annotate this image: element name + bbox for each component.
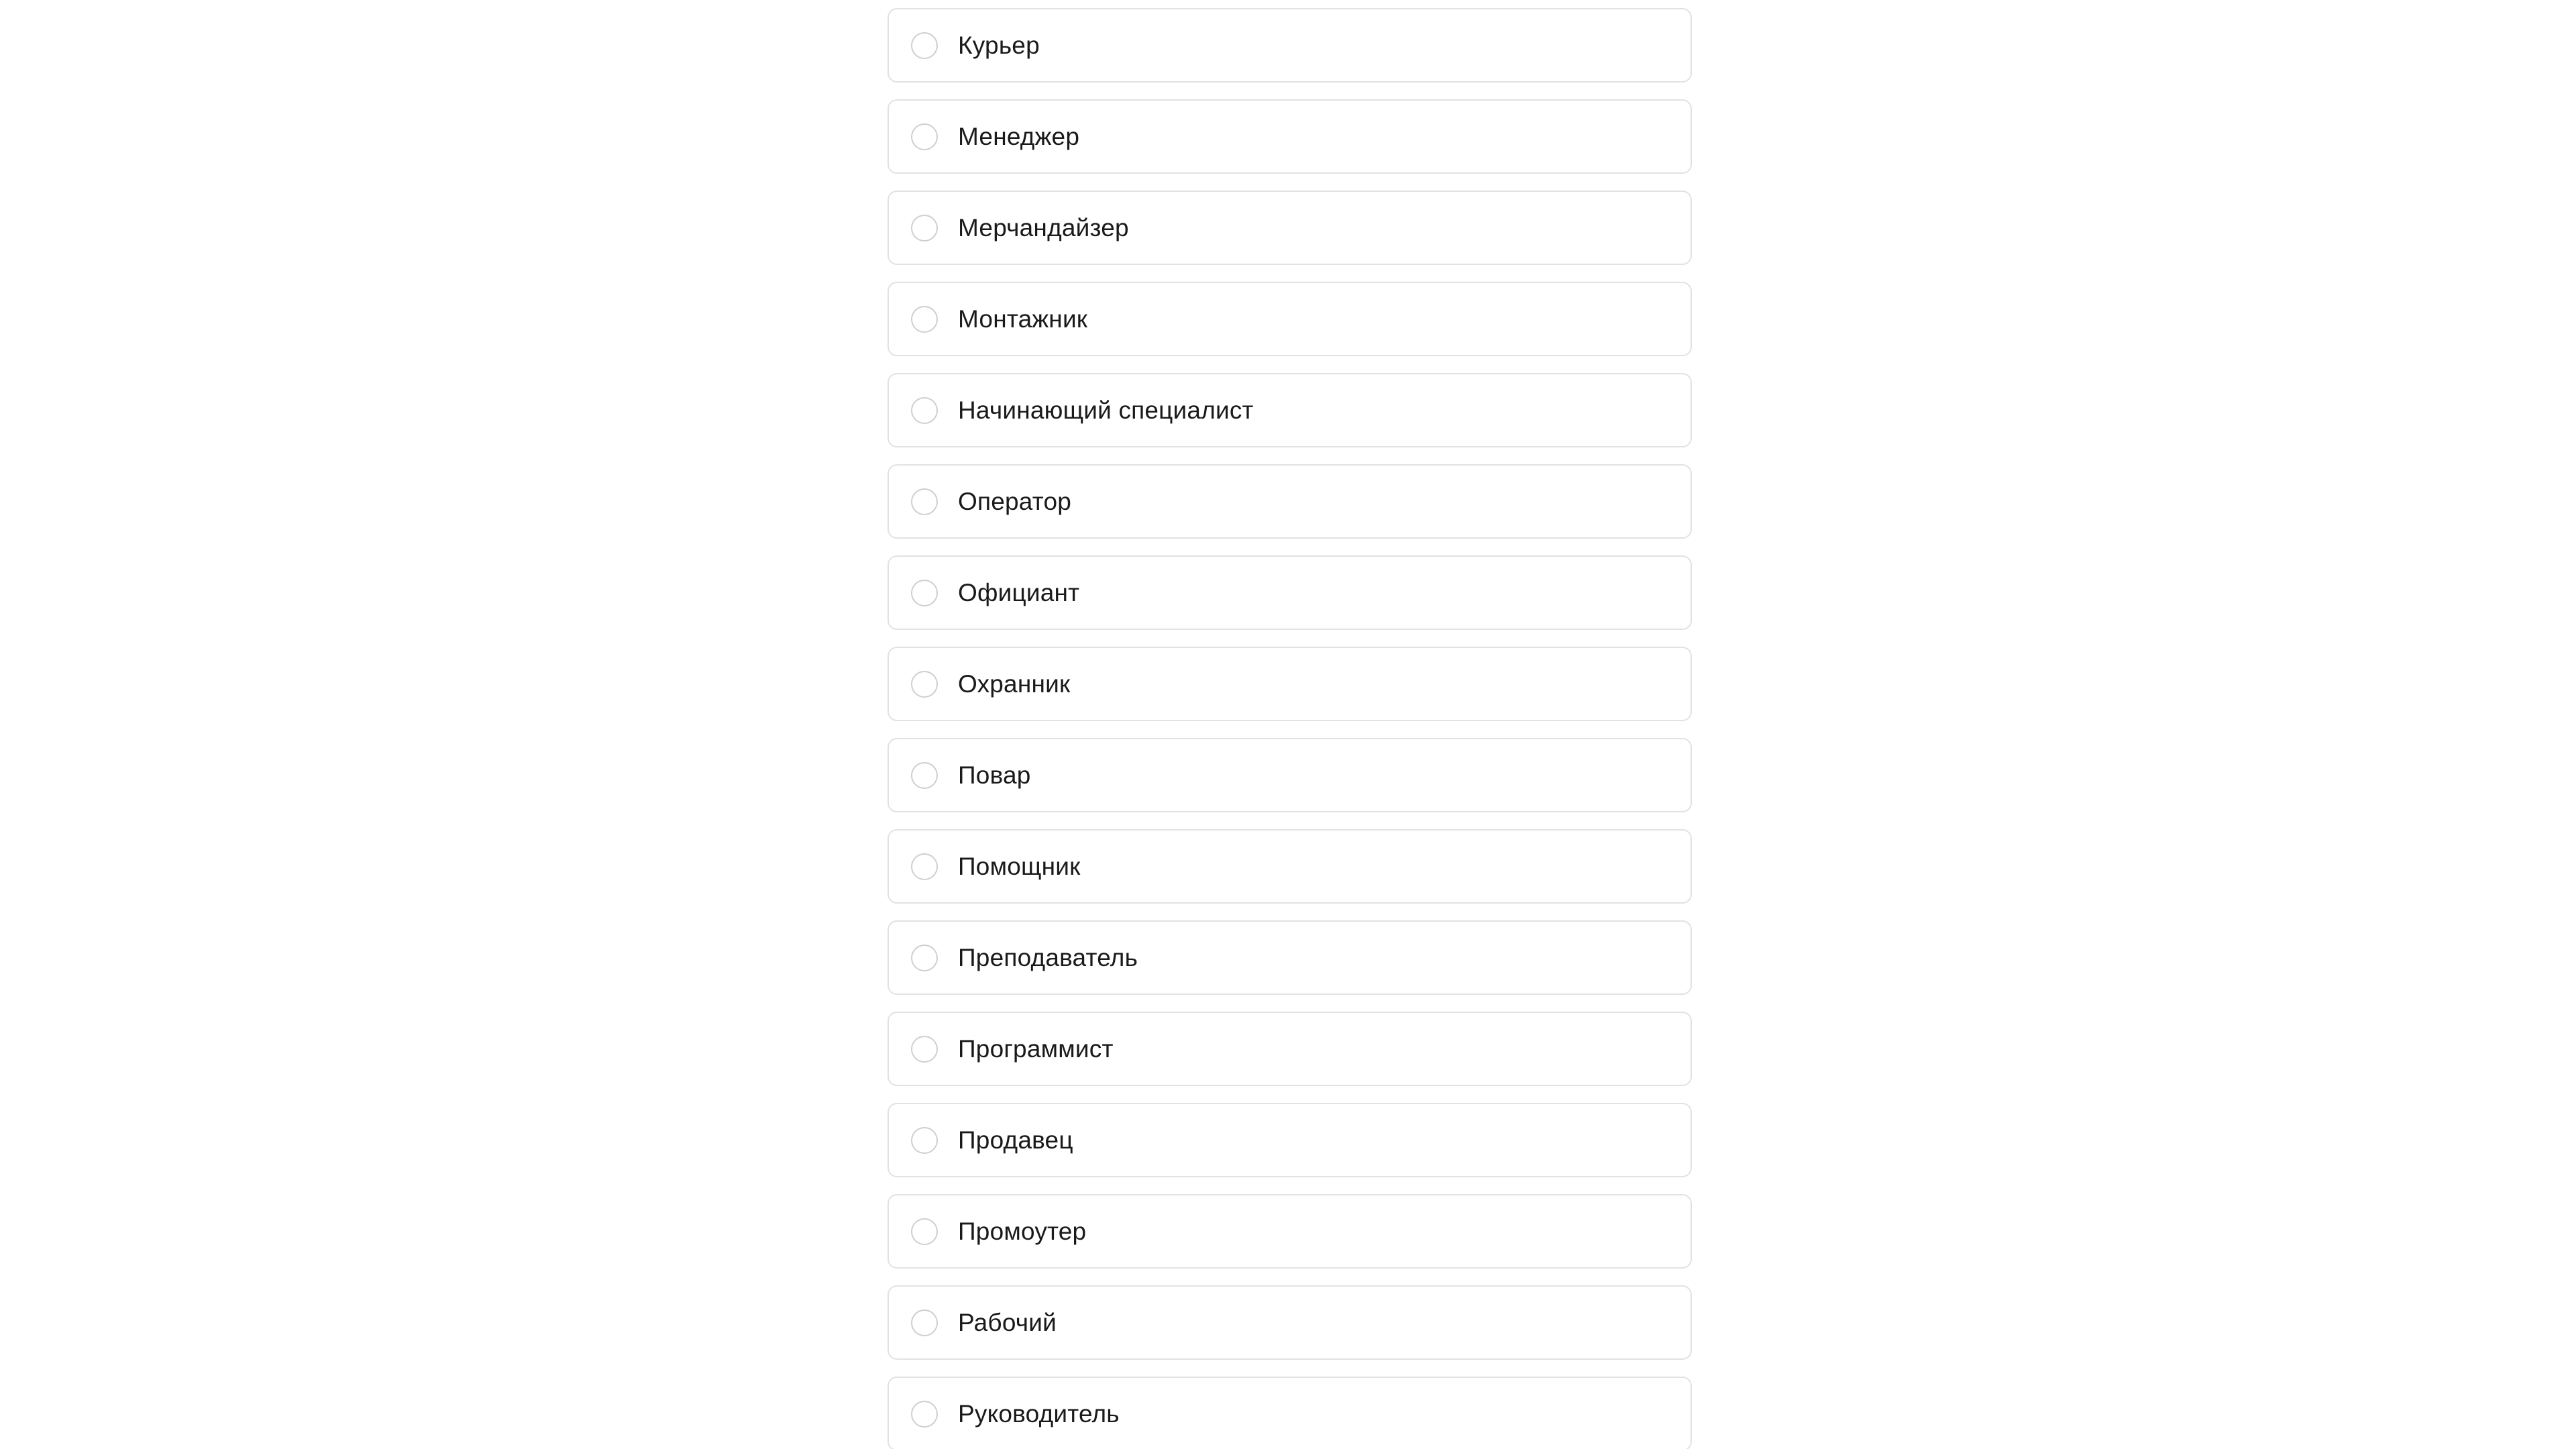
option-card[interactable] (888, 829, 1692, 904)
option-label: Мерчандайзер (958, 213, 1129, 241)
option-card[interactable] (888, 920, 1692, 995)
radio-button[interactable] (911, 853, 938, 880)
option-card[interactable] (888, 8, 1692, 83)
radio-button[interactable] (911, 1309, 938, 1336)
option-card[interactable] (888, 282, 1692, 356)
radio-button[interactable] (911, 123, 938, 150)
radio-button[interactable] (911, 1401, 938, 1428)
option-card[interactable] (888, 1012, 1692, 1086)
radio-button[interactable] (911, 1036, 938, 1063)
radio-button[interactable] (911, 488, 938, 515)
option-label: Рабочий (958, 1308, 1057, 1336)
option-card[interactable] (888, 464, 1692, 539)
option-label: Продавец (958, 1126, 1073, 1154)
radio-button[interactable] (911, 762, 938, 789)
option-label: Промоутер (958, 1217, 1087, 1245)
option-label: Программист (958, 1034, 1114, 1063)
radio-button[interactable] (911, 397, 938, 424)
radio-button[interactable] (911, 945, 938, 971)
option-card[interactable] (888, 738, 1692, 812)
option-card[interactable] (888, 555, 1692, 630)
role-options-list (888, 8, 1692, 1449)
option-label: Менеджер (958, 122, 1080, 150)
radio-button[interactable] (911, 580, 938, 606)
option-card[interactable] (888, 373, 1692, 447)
option-label: Оператор (958, 487, 1072, 515)
option-card[interactable] (888, 1194, 1692, 1269)
option-label: Монтажник (958, 305, 1088, 333)
option-label: Преподаватель (958, 943, 1138, 971)
option-card[interactable] (888, 99, 1692, 174)
option-label: Начинающий специалист (958, 396, 1254, 424)
radio-button[interactable] (911, 671, 938, 698)
radio-button[interactable] (911, 1127, 938, 1154)
option-label: Охранник (958, 669, 1071, 698)
option-card[interactable] (888, 191, 1692, 265)
radio-button[interactable] (911, 32, 938, 59)
option-label: Руководитель (958, 1399, 1120, 1428)
option-card[interactable] (888, 1103, 1692, 1177)
option-card[interactable] (888, 1377, 1692, 1449)
option-label: Курьер (958, 31, 1040, 59)
option-label: Помощник (958, 852, 1081, 880)
option-label: Официант (958, 578, 1080, 606)
radio-button[interactable] (911, 1218, 938, 1245)
option-card[interactable] (888, 1285, 1692, 1360)
radio-button[interactable] (911, 306, 938, 333)
option-label: Повар (958, 761, 1031, 789)
radio-button[interactable] (911, 215, 938, 241)
option-card[interactable] (888, 647, 1692, 721)
